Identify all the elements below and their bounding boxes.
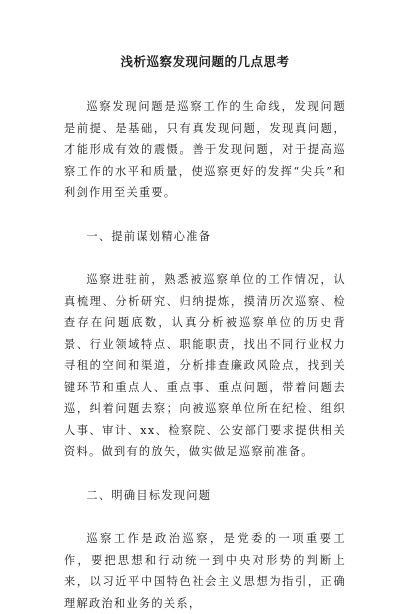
section-1-heading: 一、提前谋划精心准备 — [86, 229, 212, 243]
section-2-heading: 二、明确目标发现问题 — [86, 488, 212, 502]
section-1-paragraph: 巡察进驻前，熟悉被巡察单位的工作情况，认真梳理、分析研究、归纳提炼，摸清历次巡察、检查存在问题底数，认真分析被巡察单位的历史背景、行业领域特点、职能职责，找出不同行业权力寻租的空间和渠道，分析排查廉政风险点，找到关键环节和重点人、重点事、重点问题，带着问题去巡，纠着问题去察；向被巡察单位所在纪检、组织人事、审计、xx、检察院、公安部门要求提供相关资料。做到有的放矢，做实做足巡察前准备。 — [64, 273, 346, 458]
section-2-paragraph: 巡察工作是政治巡察，是党委的一项重要工作，要把思想和行动统一到中央对形势的判断上来，以习近平中国特色社会主义思想为指引，正确理解政治和业务的关系， — [64, 532, 346, 610]
spacer — [64, 247, 346, 269]
spacer — [64, 204, 346, 226]
spacer — [64, 463, 346, 485]
spacer — [64, 506, 346, 528]
intro-paragraph: 巡察发现问题是巡察工作的生命线，发现问题是前提、是基础，只有真发现问题，发现真问题，才能形成有效的震慑。善于发现问题，对于提高巡察工作的水平和质量，使巡察更好的发挥“尖兵”和利剑作用至关重要。 — [64, 100, 346, 199]
document-title: 浅析巡察发现问题的几点思考 — [120, 54, 290, 69]
